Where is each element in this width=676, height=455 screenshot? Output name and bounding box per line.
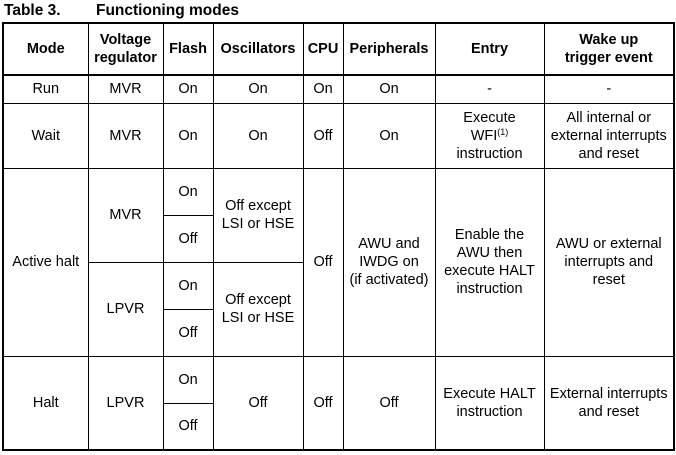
cell-active-halt-flash-mvr-on: On [163, 168, 213, 215]
table-row-active-halt-1 [3, 168, 674, 215]
cell-active-halt-peripherals [343, 168, 435, 356]
cell-run-oscillators: On [213, 75, 303, 103]
header-cpu: CPU [303, 23, 343, 75]
header-wakeup [544, 23, 674, 75]
cell-active-halt-peripherals-line2: IWDG on [359, 254, 419, 270]
cell-active-halt-cpu: Off [303, 168, 343, 356]
cell-run-regulator: MVR [88, 75, 163, 103]
cell-halt-flash-on: On [163, 356, 213, 403]
table-row-run [3, 75, 674, 103]
cell-wait-wakeup [544, 103, 674, 168]
table-title: Functioning modes [96, 2, 239, 19]
header-wakeup-line2: trigger event [564, 50, 653, 66]
cell-active-halt-osc-mvr-line2: LSI or HSE [221, 216, 295, 232]
cell-wait-flash: On [163, 103, 213, 168]
cell-wait-entry-line3: instruction [456, 145, 523, 162]
cell-wait-entry-line2: WFI [470, 127, 498, 144]
cell-halt-cpu: Off [303, 356, 343, 450]
table-row-wait [3, 103, 674, 168]
cell-active-halt-wakeup-line1: AWU or external [555, 236, 662, 252]
cell-active-halt-entry-line2: AWU then [456, 245, 523, 261]
cell-active-halt-osc-mvr-line1: Off except [225, 198, 291, 214]
cell-wait-mode: Wait [3, 103, 88, 168]
header-flash: Flash [163, 23, 213, 75]
cell-active-halt-osc-lpvr-line1: Off except [225, 292, 291, 308]
cell-wait-entry [435, 103, 544, 168]
cell-active-halt-wakeup-line2: interrupts and [564, 254, 654, 270]
cell-active-halt-regulator-mvr: MVR [88, 168, 163, 262]
functioning-modes-table [2, 22, 675, 451]
cell-halt-entry-line2: instruction [456, 403, 523, 420]
cell-active-halt-wakeup [544, 168, 674, 356]
header-voltage-regulator [88, 23, 163, 75]
cell-active-halt-regulator-lpvr: LPVR [88, 262, 163, 356]
cell-wait-wakeup-line3: and reset [578, 145, 639, 162]
table-row-halt-1 [3, 356, 674, 403]
cell-halt-wakeup-line1: External interrupts [549, 385, 668, 402]
cell-halt-oscillators: Off [213, 356, 303, 450]
cell-active-halt-entry-line1: Enable the [454, 227, 525, 243]
cell-wait-peripherals: On [343, 103, 435, 168]
cell-wait-wakeup-line2: external interrupts [550, 127, 667, 144]
cell-active-halt-osc-lpvr-line2: LSI or HSE [221, 310, 295, 326]
cell-halt-wakeup-line2: and reset [578, 403, 639, 420]
header-wakeup-line1: Wake up [579, 32, 639, 48]
table-caption [4, 1, 239, 21]
table-number: Table 3. [4, 2, 61, 19]
cell-halt-flash-off: Off [163, 403, 213, 450]
cell-active-halt-mode: Active halt [3, 168, 88, 356]
header-oscillators: Oscillators [213, 23, 303, 75]
cell-halt-wakeup [544, 356, 674, 450]
cell-active-halt-wakeup-line3: reset [592, 272, 625, 288]
header-voltage-regulator-line1: Voltage [99, 32, 152, 48]
cell-active-halt-peripherals-line3: (if activated) [349, 272, 429, 288]
footnote-marker: (1) [497, 126, 509, 137]
header-entry: Entry [435, 23, 544, 75]
cell-run-entry: - [435, 75, 544, 103]
cell-wait-oscillators: On [213, 103, 303, 168]
cell-run-flash: On [163, 75, 213, 103]
cell-run-peripherals: On [343, 75, 435, 103]
cell-halt-entry [435, 356, 544, 450]
cell-active-halt-flash-lpvr-off: Off [163, 309, 213, 356]
cell-active-halt-osc-lpvr [213, 262, 303, 356]
header-row [3, 23, 674, 75]
cell-active-halt-entry-line4: instruction [456, 281, 523, 297]
cell-active-halt-flash-lpvr-on: On [163, 262, 213, 309]
cell-halt-regulator: LPVR [88, 356, 163, 450]
cell-active-halt-entry-line3: execute HALT [444, 263, 535, 279]
cell-wait-wakeup-line1: All internal or [566, 109, 652, 126]
header-mode: Mode [3, 23, 88, 75]
header-peripherals: Peripherals [343, 23, 435, 75]
cell-wait-entry-line1: Execute [463, 109, 516, 126]
cell-active-halt-osc-mvr [213, 168, 303, 262]
cell-halt-peripherals: Off [343, 356, 435, 450]
cell-active-halt-flash-mvr-off: Off [163, 215, 213, 262]
header-voltage-regulator-line2: regulator [94, 50, 157, 66]
cell-halt-entry-line1: Execute HALT [443, 385, 536, 402]
cell-run-cpu: On [303, 75, 343, 103]
cell-wait-regulator: MVR [88, 103, 163, 168]
cell-run-wakeup: - [544, 75, 674, 103]
cell-active-halt-entry [435, 168, 544, 356]
cell-wait-cpu: Off [303, 103, 343, 168]
cell-active-halt-peripherals-line1: AWU and [358, 236, 420, 252]
cell-run-mode: Run [3, 75, 88, 103]
cell-halt-mode: Halt [3, 356, 88, 450]
